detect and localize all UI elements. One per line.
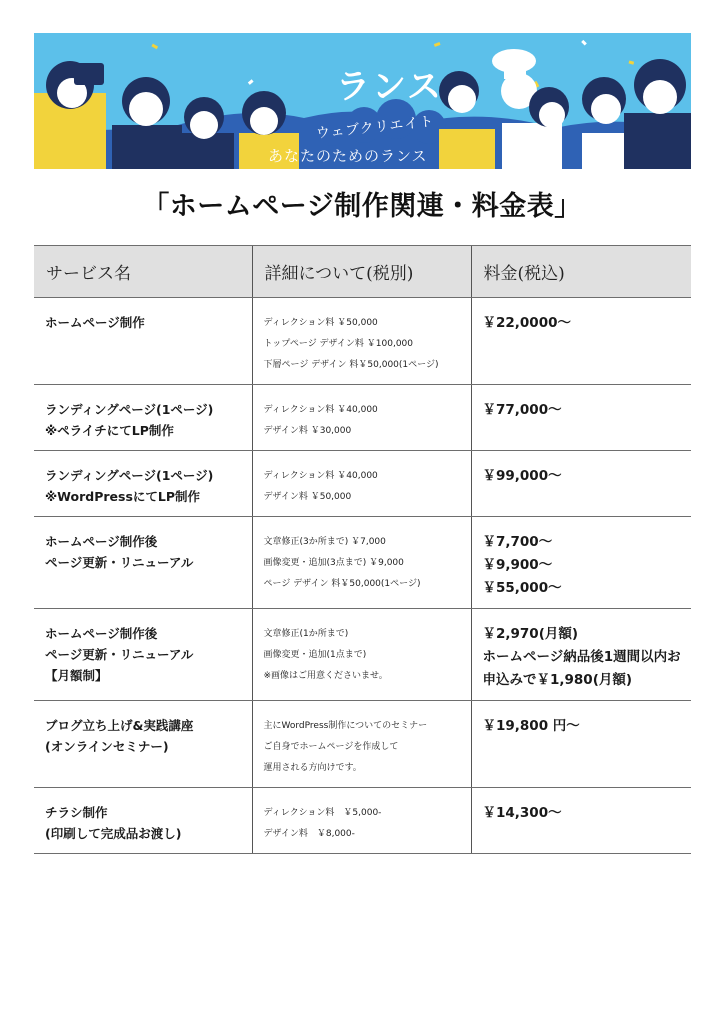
service-cell bbox=[34, 451, 252, 517]
table-row bbox=[34, 298, 691, 385]
detail-line: デザイン料 ￥8,000- bbox=[263, 829, 355, 839]
service-note: ※ペライチにてLP制作 bbox=[45, 423, 174, 438]
details-cell bbox=[252, 609, 471, 701]
table-row bbox=[34, 451, 691, 517]
price-cell bbox=[471, 451, 691, 517]
detail-line: 文章修正(3か所まで) ￥7,000 bbox=[263, 537, 386, 547]
service-cell bbox=[34, 298, 252, 385]
detail-line: ご自身でホームページを作成して bbox=[263, 742, 399, 752]
detail-line: トップページ デザイン料 ￥100,000 bbox=[263, 339, 413, 349]
service-name: ホームページ制作 bbox=[45, 315, 145, 330]
table-row bbox=[34, 385, 691, 451]
price-value: ￥2,970(月額) bbox=[482, 626, 579, 642]
service-note: (印刷して完成品お渡し) bbox=[45, 826, 182, 841]
service-cell bbox=[34, 609, 252, 701]
detail-line: ページ デザイン 料￥50,000(1ページ) bbox=[263, 579, 421, 589]
table-row bbox=[34, 701, 691, 788]
price-value: ￥22,0000〜 bbox=[482, 315, 571, 331]
price-value: ￥55,000〜 bbox=[482, 580, 562, 596]
table-row bbox=[34, 788, 691, 854]
price-value: ￥14,300〜 bbox=[482, 805, 562, 821]
detail-line: 運用される方向けです。 bbox=[263, 763, 362, 773]
service-note: ページ更新・リニューアル bbox=[45, 647, 194, 662]
detail-line: デザイン料 ￥30,000 bbox=[263, 426, 352, 436]
service-cell bbox=[34, 385, 252, 451]
details-cell bbox=[252, 451, 471, 517]
table-row bbox=[34, 517, 691, 609]
service-name: ホームページ制作後 bbox=[45, 534, 158, 549]
detail-line: 画像変更・追加(3点まで) ￥9,000 bbox=[263, 558, 404, 568]
detail-line: ディレクション料 ￥5,000- bbox=[263, 808, 382, 818]
price-note: ホームページ納品後1週間以内お申込みで￥1,980(月額) bbox=[482, 649, 681, 688]
price-value: ￥99,000〜 bbox=[482, 468, 562, 484]
detail-line: ディレクション料 ￥40,000 bbox=[263, 471, 378, 481]
table-row bbox=[34, 609, 691, 701]
service-name: ランディングページ(1ページ) bbox=[45, 402, 214, 417]
service-name: チラシ制作 bbox=[45, 805, 108, 820]
details-cell bbox=[252, 385, 471, 451]
price-value: ￥77,000〜 bbox=[482, 402, 562, 418]
brand-tagline: あなたのためのランス bbox=[268, 147, 428, 165]
header-service-name: サービス名 bbox=[34, 246, 252, 298]
service-name: ランディングページ(1ページ) bbox=[45, 468, 214, 483]
table-header-row bbox=[34, 246, 691, 298]
service-cell bbox=[34, 701, 252, 788]
header-price: 料金(税込) bbox=[471, 246, 691, 298]
service-note: ページ更新・リニューアル bbox=[45, 555, 194, 570]
detail-line: デザイン料 ￥50,000 bbox=[263, 492, 352, 502]
header-details: 詳細について(税別) bbox=[252, 246, 471, 298]
price-value: ￥19,800 円〜 bbox=[482, 718, 580, 734]
price-cell bbox=[471, 517, 691, 609]
service-note: ※WordPressにてLP制作 bbox=[45, 489, 201, 504]
detail-line: 下層ページ デザイン 料￥50,000(1ページ) bbox=[263, 360, 439, 370]
brand-name: ランス bbox=[336, 67, 443, 107]
details-cell bbox=[252, 517, 471, 609]
service-note: (オンラインセミナー) bbox=[45, 739, 169, 754]
price-table bbox=[34, 245, 691, 854]
details-cell bbox=[252, 788, 471, 854]
price-value: ￥7,700〜 bbox=[482, 534, 553, 550]
service-note: 【月額制】 bbox=[45, 668, 108, 683]
price-cell bbox=[471, 609, 691, 701]
detail-line: ディレクション料 ￥40,000 bbox=[263, 405, 378, 415]
service-cell bbox=[34, 788, 252, 854]
details-cell bbox=[252, 701, 471, 788]
service-name: ブログ立ち上げ&実践講座 bbox=[45, 718, 194, 733]
price-cell bbox=[471, 788, 691, 854]
details-cell bbox=[252, 298, 471, 385]
price-cell bbox=[471, 385, 691, 451]
service-cell bbox=[34, 517, 252, 609]
brand-subtitle: ウェブクリエイト bbox=[315, 113, 436, 142]
price-cell bbox=[471, 298, 691, 385]
detail-line: ディレクション料 ￥50,000 bbox=[263, 318, 378, 328]
service-name: ホームページ制作後 bbox=[45, 626, 158, 641]
price-value: ￥9,900〜 bbox=[482, 557, 553, 573]
detail-line: 主にWordPress制作についてのセミナー bbox=[263, 721, 428, 731]
price-cell bbox=[471, 701, 691, 788]
detail-line: 画像変更・追加(1点まで) bbox=[263, 650, 367, 660]
detail-line: ※画像はご用意くださいませ。 bbox=[263, 671, 388, 681]
detail-line: 文章修正(1か所まで) bbox=[263, 629, 349, 639]
page-title: 「ホームページ制作関連・料金表」 bbox=[142, 191, 582, 222]
